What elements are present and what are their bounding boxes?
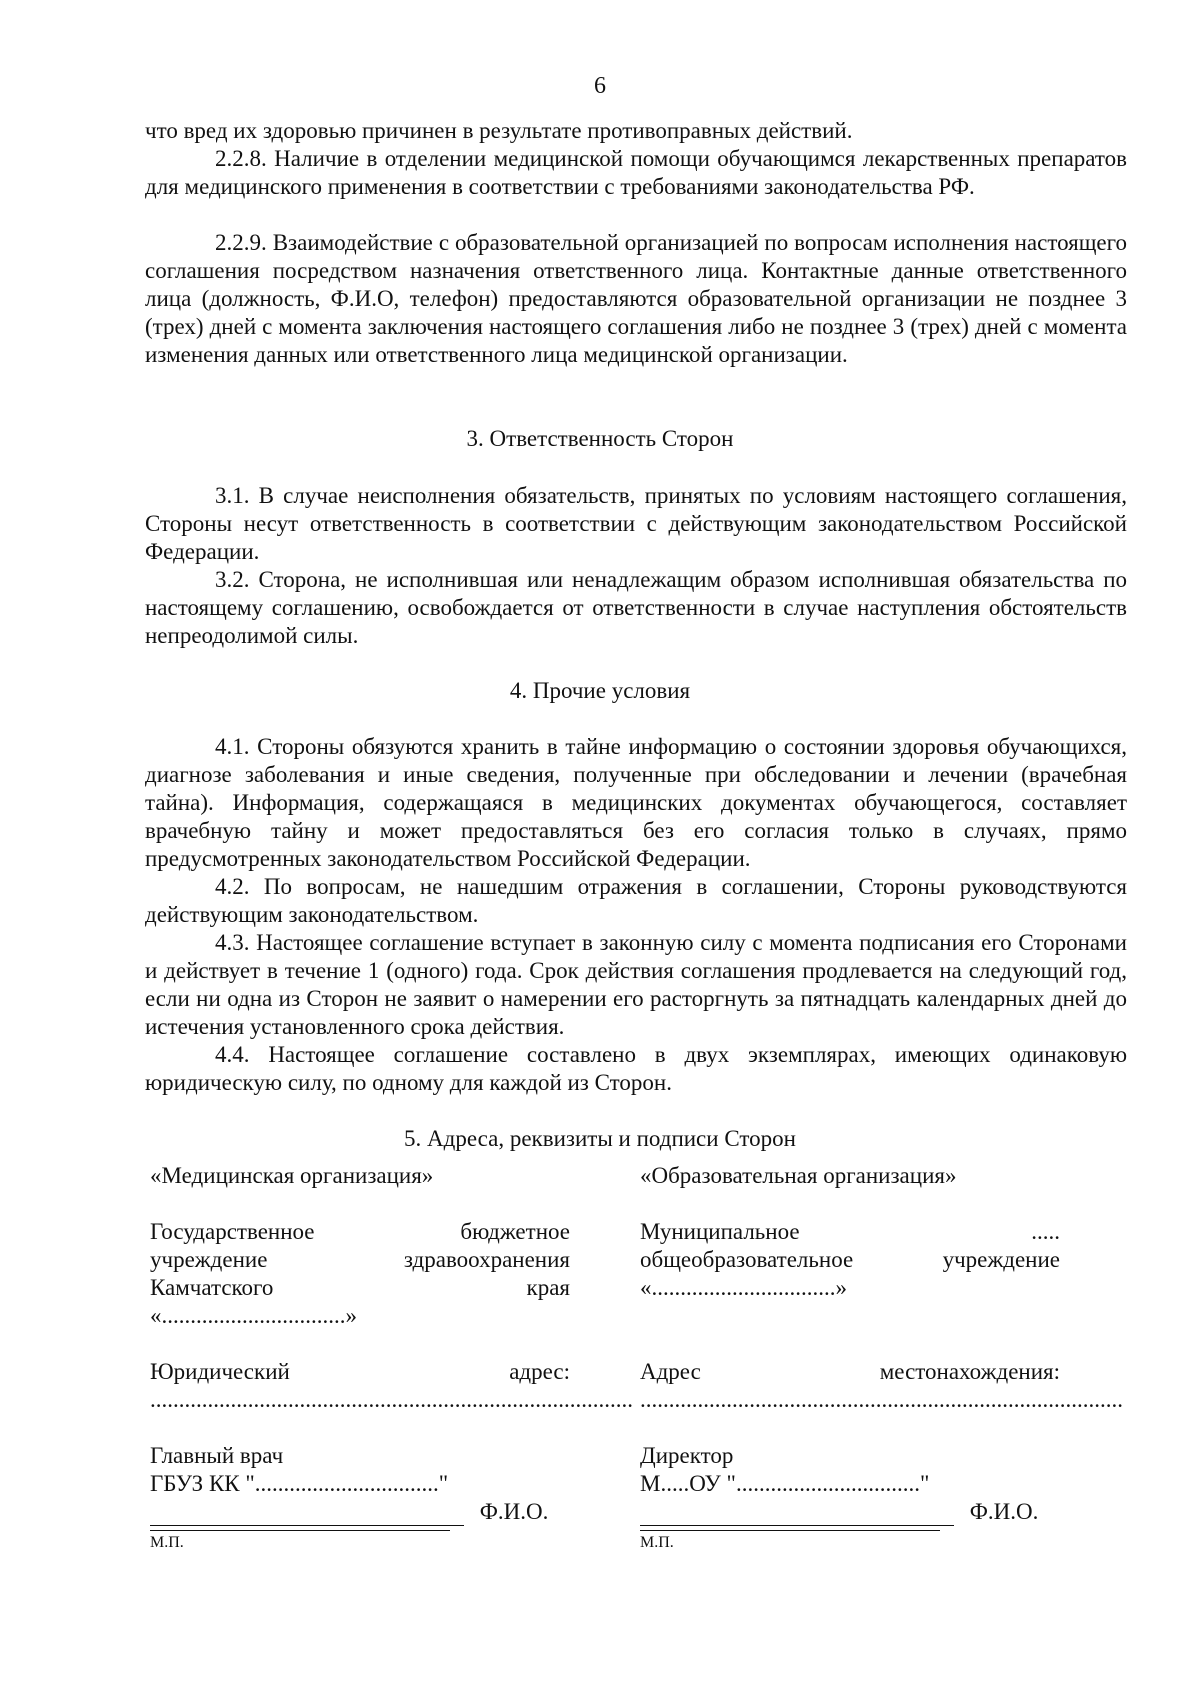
left-org-word: бюджетное [460,1219,570,1244]
left-fio-label: Ф.И.О. [479,1499,549,1524]
left-org-word: Государственное [150,1219,315,1244]
paragraph-continuation: что вред их здоровью причинен в результате противоправных действий. [145,118,853,143]
right-signature-line [640,1503,954,1526]
left-address-word: адрес: [509,1359,570,1384]
left-org-name-line-1 [150,1218,570,1246]
right-address-field: .................................................................................... [640,1387,1123,1412]
left-address-label [150,1358,570,1386]
left-signer-title: Главный врач [150,1443,284,1468]
left-stamp-label: М.П. [150,1530,450,1552]
section-heading-3: 3. Ответственность Сторон [466,426,734,451]
paragraph-4-1: 4.1. Стороны обязуются хранить в тайне информацию о состоянии здоровья обучающихся, диагнозе заболевания и иные сведения, полученные при обследовании и лечении (врачебная тайна). Информация, содержащаяся в медицинских документах обучающегося, составляет врачебную тайну и может предоставляться без его согласия только в случаях, прямо предусмотренных законодательством Российской Федерации. [145,734,1127,871]
left-signer-org: ГБУЗ КК "................................" [150,1471,449,1496]
left-org-name-line-3 [150,1274,570,1302]
paragraph-4-4: 4.4. Настоящее соглашение составлено в двух экземплярах, имеющих одинаковую юридическую силу, по одному для каждой из Сторон. [145,1042,1127,1095]
paragraph-4-3: 4.3. Настоящее соглашение вступает в законную силу с момента подписания его Сторонами и действует в течение 1 (одного) года. Срок действия соглашения продлевается на следующий год, если ни одна из Сторон не заявит о намерении его расторгнуть за пятнадцать календарных дней до истечения установленного срока действия. [145,930,1127,1039]
right-org-word: общеобразовательное [640,1247,854,1272]
page-number: 6 [594,73,606,99]
right-org-word: ..... [1031,1219,1060,1244]
left-org-name-line-2 [150,1246,570,1274]
right-org-name-placeholder: «................................» [640,1275,847,1300]
left-org-word: учреждение [150,1247,268,1272]
left-org-word: Камчатского [150,1275,274,1300]
paragraph-3-2: 3.2. Сторона, не исполнившая или ненадлежащим образом исполнившая обязательства по настоящему соглашению, освобождается от ответственности в случае наступления обстоятельств непреодолимой силы. [145,567,1127,648]
left-address-word: Юридический [150,1359,290,1384]
left-org-word: здравоохранения [403,1247,570,1272]
paragraph-3-1: 3.1. В случае неисполнения обязательств, принятых по условиям настоящего соглашения, Стороны несут ответственность в соответствии с действующим законодательством Российской Федерации. [145,483,1127,564]
right-signature-row [640,1498,1060,1526]
left-signature-row [150,1498,570,1526]
right-org-word: Муниципальное [640,1219,800,1244]
right-org-word: учреждение [942,1247,1060,1272]
right-party-block [640,1162,1123,1554]
left-party-block [150,1162,633,1554]
right-fio-label: Ф.И.О. [969,1499,1039,1524]
left-signature-line [150,1503,464,1526]
right-party-title: «Образовательная организация» [640,1163,957,1188]
paragraph-2-2-9: 2.2.9. Взаимодействие с образовательной организацией по вопросам исполнения настоящего соглашения посредством назначения ответственного лица. Контактные данные ответственного лица (должность, Ф.И.О, телефон) предоставляются образовательной организации не позднее 3 (трех) дней с момента заключения настоящего соглашения либо не позднее 3 (трех) дней с момента изменения данных или ответственного лица медицинской организации. [145,230,1127,367]
left-address-field: .................................................................................... [150,1387,633,1412]
left-party-title: «Медицинская организация» [150,1163,434,1188]
right-signer-org: М.....ОУ "................................" [640,1471,930,1496]
right-signer-title: Директор [640,1443,734,1468]
section-heading-4: 4. Прочие условия [509,678,691,703]
paragraph-2-2-8: 2.2.8. Наличие в отделении медицинской помощи обучающимся лекарственных препаратов для медицинского применения в соответствии с требованиями законодательства РФ. [145,146,1127,199]
right-address-label [640,1358,1060,1386]
paragraph-4-2: 4.2. По вопросам, не нашедшим отражения в соглашении, Стороны руководствуются действующим законодательством. [145,874,1127,927]
left-org-word: края [526,1275,570,1300]
left-org-name-placeholder: «................................» [150,1303,357,1328]
right-org-name-line-2 [640,1246,1060,1274]
right-address-word: местонахождения: [879,1359,1060,1384]
right-org-name-line-1 [640,1218,1060,1246]
right-stamp-label: М.П. [640,1530,940,1552]
right-address-word: Адрес [640,1359,701,1384]
section-heading-5: 5. Адреса, реквизиты и подписи Сторон [404,1126,796,1151]
